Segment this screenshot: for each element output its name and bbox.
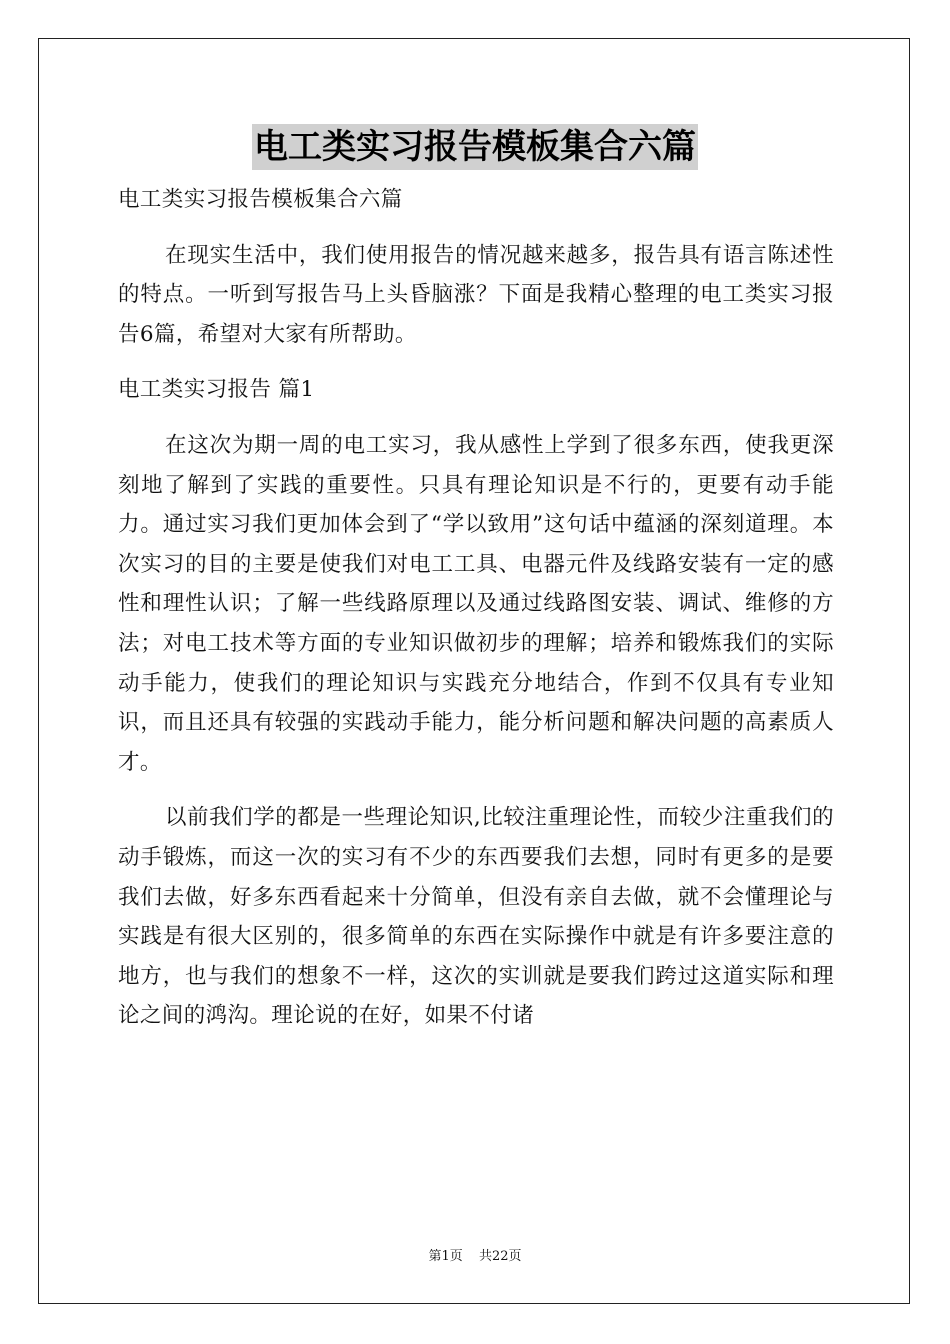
- page-total: 共22页: [478, 1249, 522, 1264]
- body-paragraph-1: 在这次为期一周的电工实习，我从感性上学到了很多东西，使我更深刻地了解到了实践的重要性。只具有理论知识是不行的，更要有动手能力。通过实习我们更加体会到了“学以致用”这句话中蕴涵的深刻道理。本次实习的目的主要是使我们对电工工具、电器元件及线路安装有一定的感性和理性认识；了解一些线路原理以及通过线路图安装、调试、维修的方法；对电工技术等方面的专业知识做初步的理解；培养和锻炼我们的实际动手能力，使我们的理论知识与实践充分地结合，作到不仅具有专业知识，而且还具有较强的实践动手能力，能分析问题和解决问题的高素质人才。: [118, 432, 834, 775]
- document-title: 电工类实习报告模板集合六篇: [252, 124, 698, 170]
- section-heading: 电工类实习报告 篇1: [118, 377, 315, 403]
- document-subtitle: 电工类实习报告模板集合六篇: [118, 187, 403, 212]
- intro-paragraph: 在现实生活中，我们使用报告的情况越来越多，报告具有语言陈述性的特点。一听到写报告马上头昏脑涨？下面是我精心整理的电工类实习报告6篇，希望对大家有所帮助。: [118, 242, 834, 347]
- page-number: 第1页: [428, 1249, 463, 1264]
- body-paragraph-2: 以前我们学的都是一些理论知识,比较注重理论性，而较少注重我们的动手锻炼，而这一次的实习有不少的东西要我们去想，同时有更多的是要我们去做，好多东西看起来十分简单，但没有亲自去做，就不会懂理论与实践是有很大区别的，很多简单的东西在实际操作中就是有许多要注意的地方，也与我们的想象不一样，这次的实训就是要我们跨过这道实际和理论之间的鸿沟。理论说的在好，如果不付诸: [118, 805, 834, 1029]
- title-area: [0, 124, 950, 170]
- page-footer: [0, 1245, 950, 1264]
- document-body: [118, 180, 834, 1052]
